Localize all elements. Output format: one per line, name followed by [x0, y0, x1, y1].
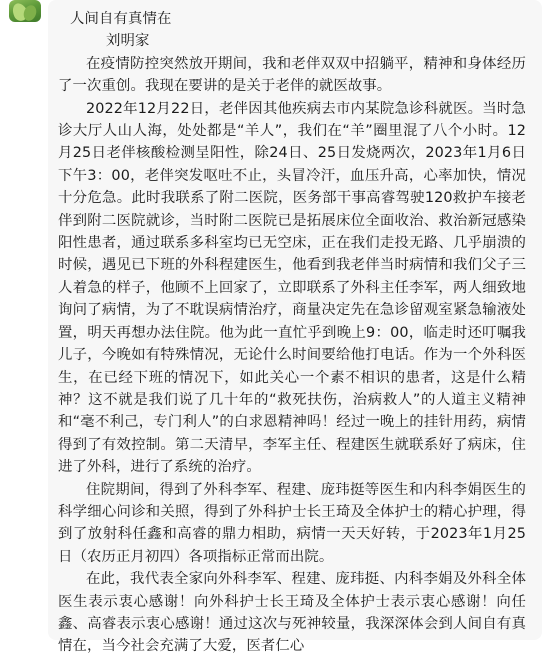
letter-title: 人间自有真情在 [70, 11, 172, 27]
sender-avatar[interactable] [9, 0, 41, 22]
message-text [58, 8, 526, 658]
message-bubble[interactable] [48, 0, 542, 655]
letter-paragraph: 2022年12月22日，老伴因其他疾病去市内某院急诊科就医。当时急诊大厅人山人海，处处都是“羊人”，我们在“羊”圈里混了八个小时。12月25日老伴核酸检测呈阳性，除24日、25日发烧两次，2023年1月6日下午3：00，老伴突发呕吐不止，头冒冷汗，血压升高，心率加快，情况十分危急。此时我联系了附二医院，医务部干事高睿驾驶120救护车接老伴到附二医院就诊，当时附二医院已是拓展床位全面收治、救治新冠感染阳性患者，通过联系多科室均已无空床，正在我们走投无路、几乎崩溃的时候，遇见已下班的外科程建医生，他看到我老伴当时病情和我们父子三人着急的样子，他顾不上回家了，立即联系了外科主任李军，两人细致地询问了病情，为了不耽误病情治疗，商量决定先在急诊留观室紧急输液处置，明天再想办法住院。他为此一直忙乎到晚上9：00，临走时还叮嘱我儿子，今晚如有特殊情况，无论什么时间要给他打电话。作为一个外科医生，在已经下班的情况下，如此关心一个素不相识的患者，这是什么精神？这不就是我们说了几十年的“救死扶伤，治病救人”的人道主义精神和“毫不利己，专门利人”的白求恩精神吗！经过一晚上的挂针用药，病情得到了有效控制。第二天清早，李军主任、程建医生就联系好了病床，住进了外科，进行了系统的治疗。 [58, 100, 526, 476]
letter-paragraph: 在疫情防控突然放开期间，我和老伴双双中招躺平，精神和身体经历了一次重创。我现在要讲的是关于老伴的就医故事。 [58, 55, 526, 95]
letter-author: 刘明家 [106, 33, 150, 50]
letter-paragraph: 住院期间，得到了外科李军、程建、庞玮挺等医生和内科李娟医生的科学细心问诊和关照，得到了外科护士长王琦及全体护士的精心护理，得到了放射科任鑫和高睿的鼎力相助，病情一天天好转，于2023年1月25日（农历正月初四）各项指标正常而出院。 [58, 481, 526, 565]
letter-paragraph: 在此，我代表全家向外科李军、程建、庞玮挺、内科李娟及外科全体医生表示衷心感谢！向外科护士长王琦及全体护士表示衷心感谢！向任鑫、高睿表示衷心感谢！通过这次与死神较量，我深深体会到人间自有真情在，当今社会充满了大爱，医者仁心 [58, 571, 526, 655]
